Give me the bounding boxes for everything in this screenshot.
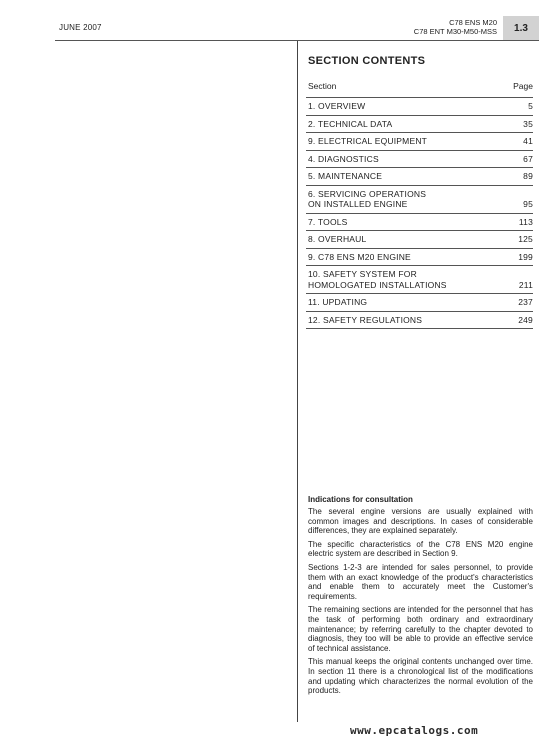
toc-section-label: 7. TOOLS: [308, 216, 348, 227]
toc-page-number: 249: [518, 314, 533, 325]
toc-row[interactable]: [306, 311, 533, 330]
toc-row[interactable]: [306, 185, 533, 213]
indications-paragraph: The remaining sections are intended for the personnel that has the task of performing both ordinary and extraordinary maintenance; by referring carefully to the chapter devoted to diagnosis, they too will be able to provide an effective service of technical assistance.: [308, 605, 533, 653]
toc-row[interactable]: [306, 115, 533, 133]
toc-row[interactable]: [306, 230, 533, 248]
indications-paragraph: This manual keeps the original contents unchanged over time. In section 11 there is a chronological list of the modifications and updating which characterizes the normal evolution of the products.: [308, 657, 533, 696]
toc-page-number: 67: [523, 153, 533, 164]
toc-page-number: 211: [518, 279, 533, 290]
toc-row[interactable]: [306, 248, 533, 266]
indications-paragraph: The several engine versions are usually explained with common images and descriptions. In cases of considerable differences, they are explained separately.: [308, 507, 533, 536]
toc-section-label: 5. MAINTENANCE: [308, 171, 383, 181]
toc-section-label: 4. DIAGNOSTICS: [308, 153, 379, 164]
header-model-line2: C78 ENT M30-M50-MSS: [413, 27, 497, 36]
toc-page-number: 5: [528, 101, 533, 111]
toc-section-label: 8. OVERHAUL: [308, 234, 367, 244]
watermark: www.epcatalogs.com: [350, 724, 479, 737]
toc-row[interactable]: [306, 293, 533, 311]
header-model: [414, 18, 497, 36]
toc-row[interactable]: [306, 97, 533, 115]
toc-section-label: 11. UPDATING: [308, 297, 368, 307]
toc-section-label: 9. C78 ENS M20 ENGINE: [308, 251, 411, 262]
indications-paragraph: The specific characteristics of the C78 ENS M20 engine electric system are described in Section 9.: [308, 539, 533, 559]
header-model-line1: C78 ENS M20: [449, 18, 497, 27]
toc-section-label: 2. TECHNICAL DATA: [308, 118, 393, 129]
toc-page-number: 125: [518, 234, 533, 244]
toc-section-label: 9. ELECTRICAL EQUIPMENT: [308, 136, 428, 146]
toc-page-number: 35: [523, 118, 533, 129]
toc-col-section: Section: [308, 81, 337, 91]
toc-section-label: 6. SERVICING OPERATIONS ON INSTALLED ENGINE: [308, 188, 427, 209]
toc-row[interactable]: [306, 167, 533, 185]
toc-row[interactable]: [306, 265, 533, 293]
toc-page-number: 199: [518, 251, 533, 262]
indications-body: [308, 507, 533, 700]
toc-header: [308, 81, 533, 91]
toc-col-page: Page: [513, 81, 533, 91]
toc-page-number: 113: [518, 216, 533, 227]
column-divider: [297, 41, 298, 722]
toc-page-number: 41: [523, 136, 533, 146]
toc-row[interactable]: [306, 132, 533, 150]
header-date: JUNE 2007: [59, 23, 102, 32]
toc-section-label: 12. SAFETY REGULATIONS: [308, 314, 423, 325]
toc-row[interactable]: [306, 213, 533, 231]
toc-page-number: 95: [523, 199, 533, 209]
toc-row[interactable]: [306, 150, 533, 168]
page-number-badge: 1.3: [503, 16, 539, 40]
indications-title: Indications for consultation: [308, 495, 413, 504]
toc-section-label: 10. SAFETY SYSTEM FOR HOMOLOGATED INSTALLATIONS: [308, 269, 447, 290]
table-of-contents: [306, 97, 533, 329]
toc-section-label: 1. OVERVIEW: [308, 101, 366, 111]
section-contents-title: SECTION CONTENTS: [308, 55, 426, 67]
indications-paragraph: Sections 1-2-3 are intended for sales personnel, to provide them with an exact knowledge of the product's characteristics and enable them to accurately meet the Customer's requirements.: [308, 562, 533, 601]
toc-page-number: 89: [523, 171, 533, 181]
toc-page-number: 237: [518, 297, 533, 307]
